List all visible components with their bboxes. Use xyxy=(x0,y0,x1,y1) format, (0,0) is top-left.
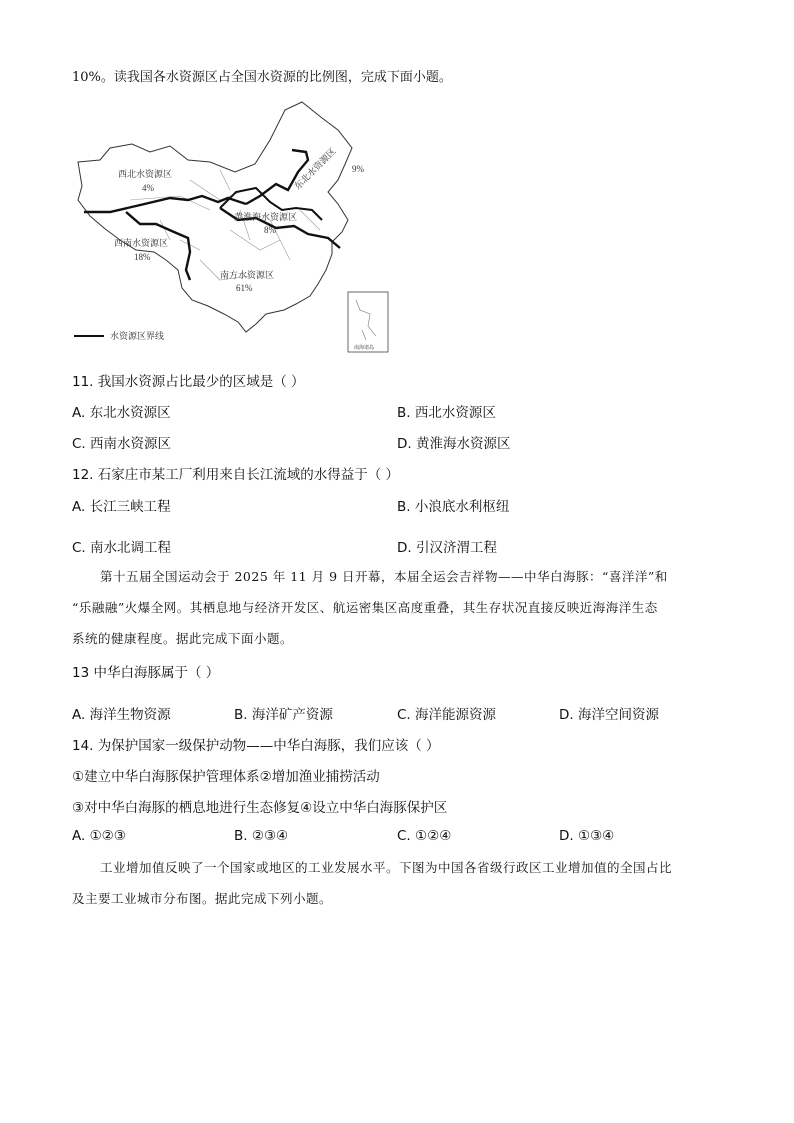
q14-statement-1: ①建立中华白海豚保护管理体系②增加渔业捕捞活动 xyxy=(72,769,380,785)
q11-stem: 11. 我国水资源占比最少的区域是（ ） xyxy=(72,374,305,390)
q13-option-a[interactable]: A. 海洋生物资源 xyxy=(72,707,171,723)
water-resource-map xyxy=(70,100,392,358)
q14-option-d[interactable]: D. ①③④ xyxy=(559,828,615,844)
q14-statement-2: ③对中华白海豚的栖息地进行生态修复④设立中华白海豚保护区 xyxy=(72,800,448,816)
q11-option-b[interactable]: B. 西北水资源区 xyxy=(397,405,496,421)
legend-label: 水资源区界线 xyxy=(110,331,165,341)
label-huanghuaihai: 黄淮海水资源区 xyxy=(234,212,298,222)
q13-stem: 13 中华白海豚属于（ ） xyxy=(72,665,220,681)
q11-option-a[interactable]: A. 东北水资源区 xyxy=(72,405,171,421)
q12-option-c[interactable]: C. 南水北调工程 xyxy=(72,540,172,556)
inset-label: 南海诸岛 xyxy=(354,346,375,351)
q12-option-b[interactable]: B. 小浪底水利枢纽 xyxy=(397,499,510,515)
passage-industry xyxy=(72,857,722,919)
q12-stem: 12. 石家庄市某工厂利用来自长江流域的水得益于（ ） xyxy=(72,467,400,483)
pct-northeast: 9% xyxy=(352,164,364,174)
south-china-sea-inset xyxy=(348,292,388,352)
pct-northwest: 4% xyxy=(142,183,154,193)
label-southwest: 西南水资源区 xyxy=(114,238,169,248)
pct-huanghuaihai: 8% xyxy=(264,225,276,235)
label-south: 南方水资源区 xyxy=(220,270,275,280)
passage-dolphin-line-1: 第十五届全国运动会于 2025 年 11 月 9 日开幕，本届全运会吉祥物——中华白海豚：“喜洋洋”和 xyxy=(100,569,668,584)
passage-dolphin-line-3: 系统的健康程度。据此完成下面小题。 xyxy=(72,631,294,646)
label-northeast: 东北水资源区 xyxy=(292,146,338,192)
q11-option-c[interactable]: C. 西南水资源区 xyxy=(72,436,172,452)
q13-option-b[interactable]: B. 海洋矿产资源 xyxy=(234,707,333,723)
passage-industry-line-2: 及主要工业城市分布图。据此完成下列小题。 xyxy=(72,891,333,906)
q14-option-a[interactable]: A. ①②③ xyxy=(72,828,126,844)
pct-southwest: 18% xyxy=(134,252,151,262)
q13-option-d[interactable]: D. 海洋空间资源 xyxy=(559,707,659,723)
q14-option-b[interactable]: B. ②③④ xyxy=(234,828,289,844)
q12-option-a[interactable]: A. 长江三峡工程 xyxy=(72,499,171,515)
china-outline xyxy=(78,102,352,332)
q11-option-d[interactable]: D. 黄淮海水资源区 xyxy=(397,436,511,452)
q12-option-d[interactable]: D. 引汉济渭工程 xyxy=(397,540,497,556)
passage-dolphin-line-2: “乐融融”火爆全网。其栖息地与经济开发区、航运密集区高度重叠，其生存状况直接反映近海海洋生态 xyxy=(72,600,658,615)
q14-stem: 14. 为保护国家一级保护动物——中华白海豚，我们应该（ ） xyxy=(72,738,440,754)
pct-south: 61% xyxy=(236,283,253,293)
q14-option-c[interactable]: C. ①②④ xyxy=(397,828,452,844)
passage-industry-line-1: 工业增加值反映了一个国家或地区的工业发展水平。下图为中国各省级行政区工业增加值的全国占比 xyxy=(100,860,673,875)
intro-text: 10%。读我国各水资源区占全国水资源的比例图，完成下面小题。 xyxy=(72,70,452,85)
passage-dolphin xyxy=(72,566,722,659)
q13-option-c[interactable]: C. 海洋能源资源 xyxy=(397,707,497,723)
label-northwest: 西北水资源区 xyxy=(118,169,173,179)
